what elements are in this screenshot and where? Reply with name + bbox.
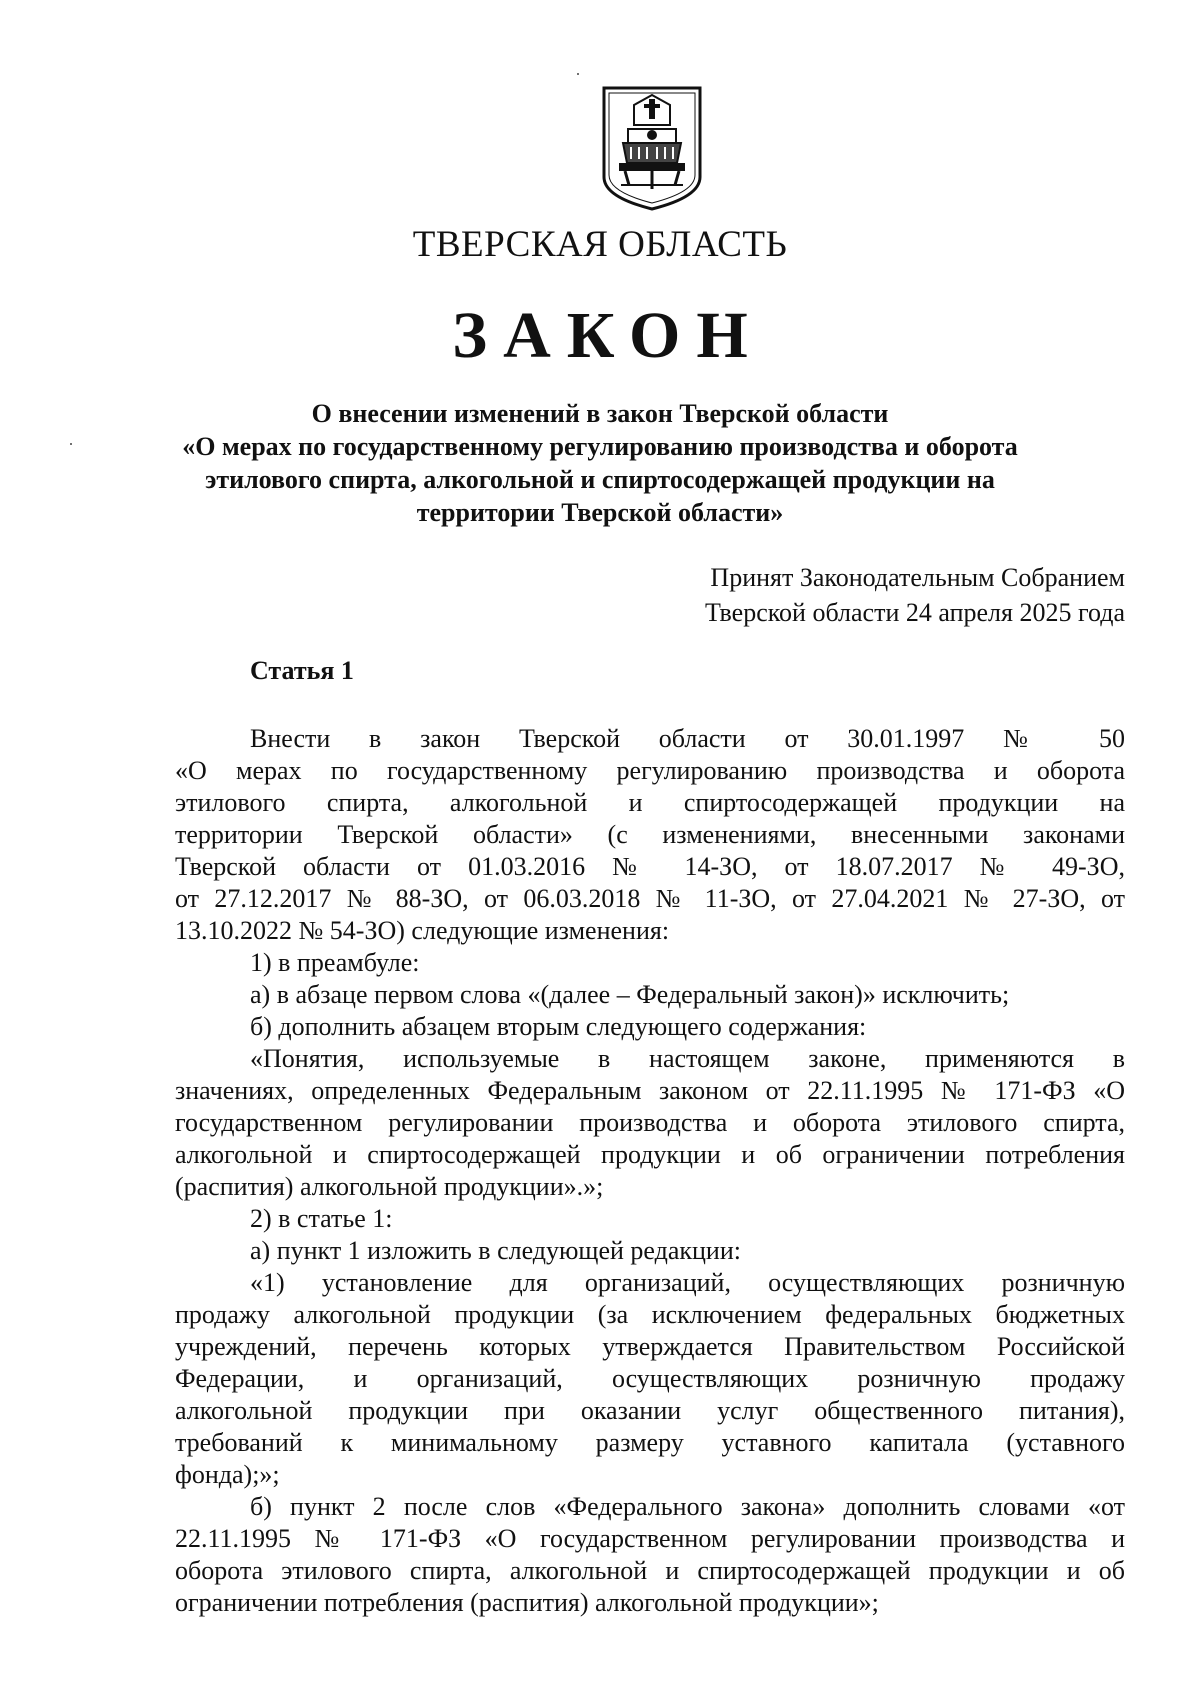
body-line: «1) установление для организаций, осуществляющих розничную: [250, 1268, 1125, 1297]
adoption-note-line: Тверской области 24 апреля 2025 года: [704, 598, 1125, 627]
region-name: ТВЕРСКАЯ ОБЛАСТЬ: [412, 224, 788, 265]
body-line: продажу алкогольной продукции (за исключением федеральных бюджетных: [175, 1300, 1125, 1329]
body-line: ограничении потребления (распития) алкогольной продукции»;: [175, 1588, 879, 1617]
body-line: а) пункт 1 изложить в следующей редакции:: [250, 1236, 741, 1265]
body-line: Тверской области от 01.03.2016 № 14-ЗО, от 18.07.2017 № 49-ЗО,: [175, 852, 1125, 881]
law-title-line: этилового спирта, алкогольной и спиртосодержащей продукции на: [205, 465, 995, 494]
article-body: [175, 723, 1125, 1619]
adoption-note: [705, 560, 1125, 630]
body-line: учреждений, перечень которых утверждается Правительством Российской: [175, 1332, 1125, 1361]
body-line: фонда);»;: [175, 1460, 280, 1489]
law-title-line: О внесении изменений в закон Тверской области: [311, 399, 889, 428]
scan-speck: [577, 73, 579, 75]
body-line: этилового спирта, алкогольной и спиртосодержащей продукции на: [175, 788, 1125, 817]
body-line: 1) в преамбуле:: [250, 948, 420, 977]
body-line: б) дополнить абзацем вторым следующего содержания:: [250, 1012, 867, 1041]
law-title-line: «О мерах по государственному регулированию производства и оборота: [182, 432, 1018, 461]
law-title: [150, 397, 1050, 529]
body-line: «О мерах по государственному регулированию производства и оборота: [175, 756, 1125, 785]
body-line: оборота этилового спирта, алкогольной и спиртосодержащей продукции и об: [175, 1556, 1125, 1585]
body-line: требований к минимальному размеру уставного капитала (уставного: [175, 1428, 1125, 1457]
body-line: 22.11.1995 № 171-ФЗ «О государственном регулировании производства и: [175, 1524, 1125, 1553]
body-line: 2) в статье 1:: [250, 1204, 393, 1233]
coat-of-arms-emblem: [601, 85, 703, 212]
adoption-note-line: Принят Законодательным Собранием: [710, 563, 1125, 592]
body-line: (распития) алкогольной продукции».»;: [175, 1172, 604, 1201]
body-line: территории Тверской области» (с изменениями, внесенными законами: [175, 820, 1125, 849]
law-title-line: территории Тверской области»: [416, 498, 784, 527]
article-heading: Статья 1: [250, 656, 354, 685]
body-line: а) в абзаце первом слова «(далее – Федеральный закон)» исключить;: [250, 980, 1010, 1009]
body-line: Федерации, и организаций, осуществляющих розничную продажу: [175, 1364, 1125, 1393]
body-line: алкогольной продукции при оказании услуг общественного питания),: [175, 1396, 1125, 1425]
body-line: б) пункт 2 после слов «Федерального закона» дополнить словами «от: [250, 1492, 1125, 1521]
body-line: «Понятия, используемые в настоящем законе, применяются в: [250, 1044, 1125, 1073]
body-line: значениях, определенных Федеральным законом от 22.11.1995 № 171-ФЗ «О: [175, 1076, 1125, 1105]
document-type: ЗАКОН: [452, 299, 764, 372]
scan-speck: [70, 443, 72, 445]
body-line: от 27.12.2017 № 88-ЗО, от 06.03.2018 № 11-ЗО, от 27.04.2021 № 27-ЗО, от: [175, 884, 1125, 913]
body-line: алкогольной и спиртосодержащей продукции и об ограничении потребления: [175, 1140, 1125, 1169]
body-line: Внести в закон Тверской области от 30.01.1997 № 50: [250, 724, 1125, 753]
body-line: 13.10.2022 № 54-ЗО) следующие изменения:: [175, 916, 670, 945]
body-line: государственном регулировании производства и оборота этилового спирта,: [175, 1108, 1125, 1137]
